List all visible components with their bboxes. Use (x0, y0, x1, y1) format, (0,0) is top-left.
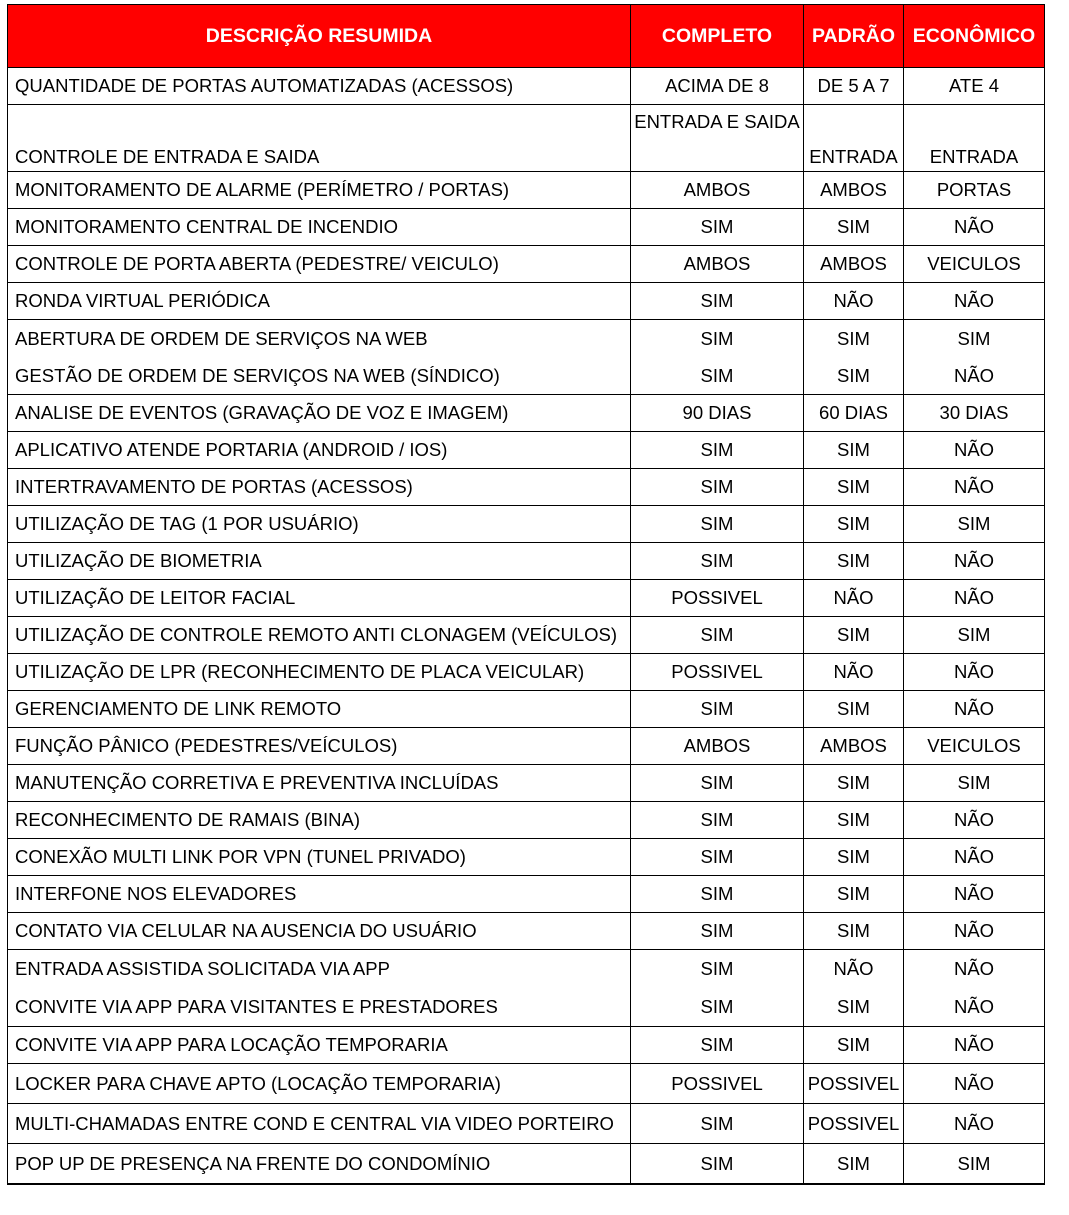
row-economic-value: NÃO (904, 543, 1045, 580)
row-description: UTILIZAÇÃO DE BIOMETRIA (8, 543, 631, 580)
row-complete-value: ACIMA DE 8 (631, 68, 804, 105)
row-economic-value: VEICULOS (904, 246, 1045, 283)
table-row (8, 172, 1045, 209)
row-economic-value: ENTRADA (904, 105, 1045, 172)
row-economic-value: NÃO (904, 950, 1045, 989)
row-complete-value: SIM (631, 765, 804, 802)
row-description: CONTROLE DE PORTA ABERTA (PEDESTRE/ VEICULO) (8, 246, 631, 283)
row-economic-value: NÃO (904, 1064, 1045, 1104)
row-description: INTERTRAVAMENTO DE PORTAS (ACESSOS) (8, 469, 631, 506)
row-economic-value: NÃO (904, 876, 1045, 913)
row-economic-value: NÃO (904, 988, 1045, 1027)
row-complete-value: SIM (631, 691, 804, 728)
table-row (8, 728, 1045, 765)
table-row (8, 802, 1045, 839)
table-row (8, 1104, 1045, 1144)
header-description: DESCRIÇÃO RESUMIDA (8, 5, 631, 68)
table-row (8, 988, 1045, 1027)
row-complete-value: SIM (631, 839, 804, 876)
row-description: UTILIZAÇÃO DE LPR (RECONHECIMENTO DE PLACA VEICULAR) (8, 654, 631, 691)
row-standard-value: SIM (804, 617, 904, 654)
row-standard-value: NÃO (804, 580, 904, 617)
row-complete-value: ENTRADA E SAIDA (631, 105, 804, 172)
row-standard-value: SIM (804, 209, 904, 246)
row-standard-value: SIM (804, 988, 904, 1027)
comparison-table (7, 4, 1045, 1185)
row-description: GERENCIAMENTO DE LINK REMOTO (8, 691, 631, 728)
row-complete-value: SIM (631, 1027, 804, 1064)
row-economic-value: NÃO (904, 283, 1045, 320)
table-row (8, 209, 1045, 246)
row-economic-value: SIM (904, 320, 1045, 358)
row-complete-value: SIM (631, 283, 804, 320)
row-complete-value: SIM (631, 209, 804, 246)
table-row (8, 469, 1045, 506)
row-description: RECONHECIMENTO DE RAMAIS (BINA) (8, 802, 631, 839)
row-description: MONITORAMENTO DE ALARME (PERÍMETRO / PORTAS) (8, 172, 631, 209)
row-description: APLICATIVO ATENDE PORTARIA (ANDROID / IOS) (8, 432, 631, 469)
row-description: CONTROLE DE ENTRADA E SAIDA (8, 105, 631, 172)
row-standard-value: SIM (804, 1144, 904, 1185)
row-standard-value: AMBOS (804, 728, 904, 765)
row-complete-value: SIM (631, 950, 804, 989)
row-standard-value: POSSIVEL (804, 1104, 904, 1144)
row-complete-value: SIM (631, 802, 804, 839)
row-description: CONTATO VIA CELULAR NA AUSENCIA DO USUÁRIO (8, 913, 631, 950)
row-description: POP UP DE PRESENÇA NA FRENTE DO CONDOMÍNIO (8, 1144, 631, 1185)
table-row (8, 913, 1045, 950)
row-description: CONVITE VIA APP PARA VISITANTES E PRESTADORES (8, 988, 631, 1027)
row-description: ENTRADA ASSISTIDA SOLICITADA VIA APP (8, 950, 631, 989)
row-standard-value: AMBOS (804, 172, 904, 209)
table-row (8, 1064, 1045, 1104)
table-row (8, 839, 1045, 876)
row-complete-value: SIM (631, 357, 804, 395)
row-description: UTILIZAÇÃO DE TAG (1 POR USUÁRIO) (8, 506, 631, 543)
row-description: ANALISE DE EVENTOS (GRAVAÇÃO DE VOZ E IMAGEM) (8, 395, 631, 432)
row-economic-value: ATE 4 (904, 68, 1045, 105)
table-row (8, 246, 1045, 283)
table-row (8, 950, 1045, 989)
row-description: MONITORAMENTO CENTRAL DE INCENDIO (8, 209, 631, 246)
row-economic-value: NÃO (904, 654, 1045, 691)
row-description: MULTI-CHAMADAS ENTRE COND E CENTRAL VIA VIDEO PORTEIRO (8, 1104, 631, 1144)
row-description: MANUTENÇÃO CORRETIVA E PREVENTIVA INCLUÍDAS (8, 765, 631, 802)
row-complete-value: SIM (631, 432, 804, 469)
table-row (8, 283, 1045, 320)
row-complete-value: SIM (631, 1104, 804, 1144)
row-economic-value: NÃO (904, 1027, 1045, 1064)
row-standard-value: SIM (804, 320, 904, 358)
row-complete-value: SIM (631, 617, 804, 654)
row-standard-value: SIM (804, 802, 904, 839)
row-standard-value: ENTRADA (804, 105, 904, 172)
row-standard-value: SIM (804, 1027, 904, 1064)
row-complete-value: 90 DIAS (631, 395, 804, 432)
row-description: FUNÇÃO PÂNICO (PEDESTRES/VEÍCULOS) (8, 728, 631, 765)
table-row (8, 543, 1045, 580)
table-row (8, 1027, 1045, 1064)
header-row (8, 5, 1045, 68)
row-economic-value: PORTAS (904, 172, 1045, 209)
row-standard-value: SIM (804, 839, 904, 876)
row-complete-value: POSSIVEL (631, 654, 804, 691)
row-complete-value: SIM (631, 320, 804, 358)
table-row (8, 432, 1045, 469)
row-standard-value: SIM (804, 913, 904, 950)
row-complete-value: SIM (631, 543, 804, 580)
header-complete: COMPLETO (631, 5, 804, 68)
table-row (8, 617, 1045, 654)
row-standard-value: NÃO (804, 950, 904, 989)
row-standard-value: NÃO (804, 654, 904, 691)
row-description: GESTÃO DE ORDEM DE SERVIÇOS NA WEB (SÍNDICO) (8, 357, 631, 395)
row-description: ABERTURA DE ORDEM DE SERVIÇOS NA WEB (8, 320, 631, 358)
table-row (8, 105, 1045, 172)
row-standard-value: SIM (804, 765, 904, 802)
row-standard-value: SIM (804, 876, 904, 913)
row-complete-value: SIM (631, 988, 804, 1027)
row-economic-value: NÃO (904, 209, 1045, 246)
row-description: RONDA VIRTUAL PERIÓDICA (8, 283, 631, 320)
row-standard-value: SIM (804, 432, 904, 469)
row-complete-value: SIM (631, 876, 804, 913)
table-row (8, 580, 1045, 617)
row-description: CONVITE VIA APP PARA LOCAÇÃO TEMPORARIA (8, 1027, 631, 1064)
table-row (8, 654, 1045, 691)
table-row (8, 1144, 1045, 1185)
table-row (8, 506, 1045, 543)
table-row (8, 320, 1045, 358)
row-standard-value: SIM (804, 357, 904, 395)
row-standard-value: DE 5 A 7 (804, 68, 904, 105)
row-economic-value: NÃO (904, 432, 1045, 469)
row-economic-value: NÃO (904, 913, 1045, 950)
row-economic-value: 30 DIAS (904, 395, 1045, 432)
row-economic-value: SIM (904, 1144, 1045, 1185)
row-complete-value: SIM (631, 469, 804, 506)
table-row (8, 691, 1045, 728)
row-description: LOCKER PARA CHAVE APTO (LOCAÇÃO TEMPORARIA) (8, 1064, 631, 1104)
row-description: INTERFONE NOS ELEVADORES (8, 876, 631, 913)
row-economic-value: NÃO (904, 580, 1045, 617)
row-standard-value: NÃO (804, 283, 904, 320)
row-economic-value: NÃO (904, 357, 1045, 395)
row-complete-value: SIM (631, 1144, 804, 1185)
row-description: CONEXÃO MULTI LINK POR VPN (TUNEL PRIVADO) (8, 839, 631, 876)
row-complete-value: SIM (631, 913, 804, 950)
row-complete-value: AMBOS (631, 246, 804, 283)
row-economic-value: SIM (904, 506, 1045, 543)
header-standard: PADRÃO (804, 5, 904, 68)
row-standard-value: AMBOS (804, 246, 904, 283)
table-row (8, 68, 1045, 105)
row-economic-value: NÃO (904, 839, 1045, 876)
row-complete-value: POSSIVEL (631, 1064, 804, 1104)
table-row (8, 876, 1045, 913)
row-standard-value: SIM (804, 691, 904, 728)
row-economic-value: NÃO (904, 1104, 1045, 1144)
table-row (8, 357, 1045, 395)
header-economic: ECONÔMICO (904, 5, 1045, 68)
row-description: UTILIZAÇÃO DE CONTROLE REMOTO ANTI CLONAGEM (VEÍCULOS) (8, 617, 631, 654)
row-economic-value: NÃO (904, 469, 1045, 506)
row-economic-value: NÃO (904, 691, 1045, 728)
row-economic-value: NÃO (904, 802, 1045, 839)
row-description: QUANTIDADE DE PORTAS AUTOMATIZADAS (ACESSOS) (8, 68, 631, 105)
row-standard-value: 60 DIAS (804, 395, 904, 432)
row-standard-value: POSSIVEL (804, 1064, 904, 1104)
row-complete-value: POSSIVEL (631, 580, 804, 617)
row-complete-value: AMBOS (631, 728, 804, 765)
row-standard-value: SIM (804, 543, 904, 580)
row-economic-value: SIM (904, 617, 1045, 654)
row-economic-value: VEICULOS (904, 728, 1045, 765)
row-standard-value: SIM (804, 469, 904, 506)
row-description: UTILIZAÇÃO DE LEITOR FACIAL (8, 580, 631, 617)
table-row (8, 395, 1045, 432)
row-complete-value: AMBOS (631, 172, 804, 209)
table-row (8, 765, 1045, 802)
row-complete-value: SIM (631, 506, 804, 543)
row-economic-value: SIM (904, 765, 1045, 802)
row-standard-value: SIM (804, 506, 904, 543)
